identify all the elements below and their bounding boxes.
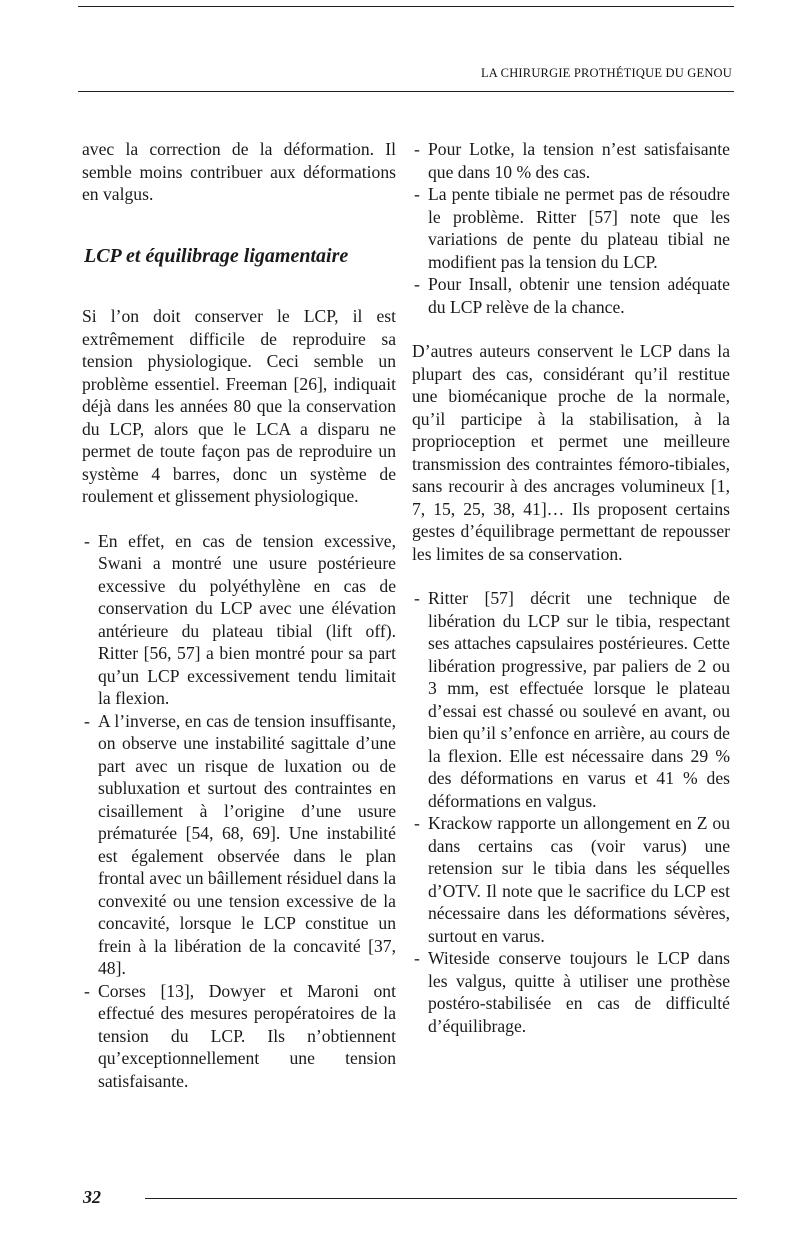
list-item: - Pour Insall, obtenir une tension adéquate du LCP relève de la chance. <box>412 273 730 318</box>
running-title: LA CHIRURGIE PROTHÉTIQUE DU GENOU <box>480 66 732 80</box>
header-rule-bottom <box>78 91 734 92</box>
list-item: - Pour Lotke, la tension n’est satisfaisante que dans 10 % des cas. <box>412 138 730 183</box>
list-item: - La pente tibiale ne permet pas de résoudre le problème. Ritter [57] note que les variations de pente du plateau tibial ne modifient pas la tension du LCP. <box>412 183 730 273</box>
header-rule-top <box>78 6 734 7</box>
right-bullet-list-bottom <box>412 587 730 1037</box>
list-item: - A l’inverse, en cas de tension insuffisante, on observe une instabilité sagittale d’une part avec un risque de luxation ou de subluxation et surtout des contraintes en cisaillement à l’origine d’une usure prématurée [54, 68, 69]. Une instabilité est également observée dans le plan frontal avec un bâillement résiduel dans la convexité ou une tension excessive de la concavité, lorsque le LCP constitue un frein à la libération de la concavité [37, 48]. <box>82 710 396 980</box>
list-item: - Krackow rapporte un allongement en Z ou dans certains cas (voir varus) une retension sur le tibia dans les séquelles d’OTV. Il note que le sacrifice du LCP est nécessaire dans les déformations sévères, surtout en varus. <box>412 812 730 947</box>
page-number: 32 <box>83 1187 101 1207</box>
footer-rule <box>145 1198 737 1199</box>
right-column <box>412 138 730 1037</box>
left-bullet-list <box>82 530 396 1093</box>
paragraph-other-authors: D’autres auteurs conservent le LCP dans la plupart des cas, considérant qu’il restitue une biomécanique proche de la normale, qu’il participe à la stabilisation, à la proprioception et permet une meilleure transmission des contraintes fémoro-tibiales, sans recourir à des ancrages volumineux [1, 7, 15, 25, 38, 41]… Ils proposent certains gestes d’équilibrage permettant de repousser les limites de sa conservation. <box>412 341 730 564</box>
list-item: - Corses [13], Dowyer et Maroni ont effectué des mesures peropératoires de la tension du LCP. Ils n’obtiennent qu’exceptionnellement une tension satisfaisante. <box>82 980 396 1093</box>
list-item: - Witeside conserve toujours le LCP dans les valgus, quitte à utiliser une prothèse postéro-stabilisée en cas de difficulté d’équilibrage. <box>412 947 730 1037</box>
list-item: - En effet, en cas de tension excessive, Swani a montré une usure postérieure excessive du polyéthylène en cas de conservation du LCP avec une élévation antérieure du plateau tibial (lift off). Ritter [56, 57] a bien montré pour sa part qu’un LCP excessivement tendu limitait la flexion. <box>82 530 396 710</box>
intro-paragraph: avec la correction de la déformation. Il semble moins contribuer aux déformations en valgus. <box>82 139 396 204</box>
right-bullet-list-top <box>412 138 730 318</box>
list-item: - Ritter [57] décrit une technique de libération du LCP sur le tibia, respectant ses attaches capsulaires postérieures. Cette libération progressive, par paliers de 2 ou 3 mm, est effectuée lorsque le plateau d’essai est chassé ou soulevé en avant, ou bien qu’il s’enfonce en arrière, au cours de la flexion. Elle est nécessaire dans 29 % des déformations en varus et 41 % des déformations en valgus. <box>412 587 730 812</box>
section-heading: LCP et équilibrage ligamentaire <box>84 244 349 267</box>
paragraph-lcp-tension: Si l’on doit conserver le LCP, il est extrêmement difficile de reproduire sa tension physiologique. Ceci semble un problème essentiel. Freeman [26], indiquait déjà dans les années 80 que la conservation du LCP, alors que le LCA a disparu ne permet de toute façon pas de reproduire un système 4 barres, donc un système de roulement et glissement physiologique. <box>82 306 396 506</box>
left-column <box>82 138 396 1092</box>
